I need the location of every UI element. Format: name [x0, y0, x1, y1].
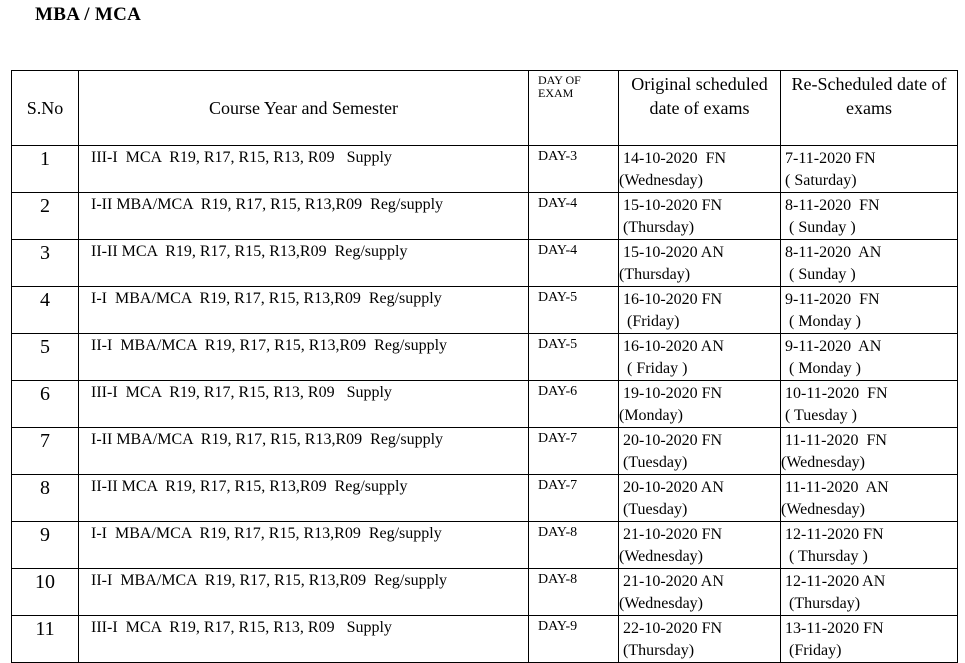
cell-rescheduled-date	[781, 428, 958, 475]
cell-original-date	[619, 334, 781, 381]
cell-day-of-exam: DAY-8	[529, 522, 619, 569]
rescheduled-date-text: 7-11-2020 FN	[781, 150, 876, 167]
cell-day-of-exam: DAY-8	[529, 569, 619, 616]
rescheduled-date-text: 9-11-2020 AN	[781, 338, 882, 355]
rescheduled-date-text: 9-11-2020 FN	[781, 291, 880, 308]
original-weekday-text: (Wednesday)	[619, 548, 704, 565]
cell-course: II-I MBA/MCA R19, R17, R15, R13,R09 Reg/supply	[79, 334, 529, 381]
table-row	[12, 287, 958, 334]
cell-original-date	[619, 287, 781, 334]
original-date-text: 16-10-2020 AN	[619, 338, 724, 355]
cell-rescheduled-date	[781, 616, 958, 663]
original-date-text: 21-10-2020 AN	[619, 573, 724, 590]
rescheduled-date-text: 8-11-2020 FN	[781, 197, 880, 214]
header-course: Course Year and Semester	[79, 71, 529, 146]
rescheduled-weekday-text: ( Monday )	[781, 313, 861, 330]
cell-course: II-I MBA/MCA R19, R17, R15, R13,R09 Reg/supply	[79, 569, 529, 616]
table-row	[12, 428, 958, 475]
rescheduled-date-text: 10-11-2020 FN	[781, 385, 888, 402]
cell-course: I-II MBA/MCA R19, R17, R15, R13,R09 Reg/supply	[79, 428, 529, 475]
rescheduled-weekday-text: ( Thursday )	[781, 548, 868, 565]
cell-course: II-II MCA R19, R17, R15, R13,R09 Reg/supply	[79, 475, 529, 522]
cell-original-date	[619, 616, 781, 663]
cell-day-of-exam: DAY-7	[529, 475, 619, 522]
original-date-text: 21-10-2020 FN	[619, 526, 723, 543]
cell-sno: 11	[12, 616, 79, 663]
rescheduled-weekday-text: ( Sunday )	[781, 266, 856, 283]
original-date-text: 20-10-2020 FN	[619, 432, 723, 449]
cell-rescheduled-date	[781, 287, 958, 334]
table-header-row	[12, 71, 958, 146]
rescheduled-weekday-text: ( Saturday)	[781, 172, 857, 189]
table-row	[12, 381, 958, 428]
cell-sno: 1	[12, 146, 79, 193]
rescheduled-date-text: 13-11-2020 FN	[781, 620, 884, 637]
cell-course: I-I MBA/MCA R19, R17, R15, R13,R09 Reg/supply	[79, 522, 529, 569]
original-date-text: 19-10-2020 FN	[619, 385, 723, 402]
original-weekday-text: (Thursday)	[619, 219, 695, 236]
original-weekday-text: (Wednesday)	[619, 172, 704, 189]
rescheduled-weekday-text: ( Sunday )	[781, 219, 856, 236]
cell-day-of-exam: DAY-7	[529, 428, 619, 475]
original-date-text: 22-10-2020 FN	[619, 620, 723, 637]
cell-day-of-exam: DAY-9	[529, 616, 619, 663]
cell-day-of-exam: DAY-6	[529, 381, 619, 428]
cell-sno: 3	[12, 240, 79, 287]
rescheduled-date-text: 11-11-2020 AN	[781, 479, 889, 496]
rescheduled-weekday-text: (Friday)	[781, 642, 842, 659]
rescheduled-weekday-text: (Wednesday)	[781, 501, 866, 518]
table-row	[12, 616, 958, 663]
cell-day-of-exam: DAY-5	[529, 334, 619, 381]
cell-course: I-I MBA/MCA R19, R17, R15, R13,R09 Reg/supply	[79, 287, 529, 334]
cell-original-date	[619, 240, 781, 287]
cell-course: III-I MCA R19, R17, R15, R13, R09 Supply	[79, 381, 529, 428]
original-weekday-text: (Tuesday)	[619, 454, 688, 471]
cell-sno: 9	[12, 522, 79, 569]
header-rescheduled-date: Re-Scheduled date of exams	[781, 71, 958, 146]
table-row	[12, 475, 958, 522]
cell-rescheduled-date	[781, 522, 958, 569]
cell-rescheduled-date	[781, 193, 958, 240]
rescheduled-weekday-text: (Thursday)	[781, 595, 861, 612]
cell-course: I-II MBA/MCA R19, R17, R15, R13,R09 Reg/supply	[79, 193, 529, 240]
cell-sno: 4	[12, 287, 79, 334]
table-row	[12, 240, 958, 287]
cell-rescheduled-date	[781, 146, 958, 193]
cell-rescheduled-date	[781, 569, 958, 616]
rescheduled-date-text: 8-11-2020 AN	[781, 244, 882, 261]
header-original-date: Original scheduled date of exams	[619, 71, 781, 146]
cell-day-of-exam: DAY-4	[529, 240, 619, 287]
original-weekday-text: (Monday)	[619, 407, 683, 424]
original-weekday-text: (Thursday)	[619, 642, 695, 659]
table-row	[12, 334, 958, 381]
cell-sno: 7	[12, 428, 79, 475]
rescheduled-date-text: 12-11-2020 AN	[781, 573, 886, 590]
cell-sno: 2	[12, 193, 79, 240]
cell-original-date	[619, 428, 781, 475]
cell-rescheduled-date	[781, 381, 958, 428]
original-date-text: 15-10-2020 AN	[619, 244, 724, 261]
cell-original-date	[619, 569, 781, 616]
original-weekday-text: (Tuesday)	[619, 501, 688, 518]
cell-course: III-I MCA R19, R17, R15, R13, R09 Supply	[79, 616, 529, 663]
original-weekday-text: (Thursday)	[619, 266, 691, 283]
cell-rescheduled-date	[781, 240, 958, 287]
cell-sno: 5	[12, 334, 79, 381]
rescheduled-weekday-text: (Wednesday)	[781, 454, 866, 471]
header-sno: S.No	[12, 71, 79, 146]
cell-course: II-II MCA R19, R17, R15, R13,R09 Reg/supply	[79, 240, 529, 287]
table-row	[12, 522, 958, 569]
cell-rescheduled-date	[781, 334, 958, 381]
original-date-text: 16-10-2020 FN	[619, 291, 723, 308]
original-date-text: 15-10-2020 FN	[619, 197, 723, 214]
cell-original-date	[619, 146, 781, 193]
original-weekday-text: (Wednesday)	[619, 595, 704, 612]
header-day-of-exam: DAY OF EXAM	[529, 71, 619, 146]
original-date-text: 20-10-2020 AN	[619, 479, 724, 496]
table-row	[12, 569, 958, 616]
table-row	[12, 146, 958, 193]
rescheduled-date-text: 11-11-2020 FN	[781, 432, 887, 449]
cell-sno: 8	[12, 475, 79, 522]
original-weekday-text: ( Friday )	[619, 360, 688, 377]
page-title: MBA / MCA	[35, 4, 142, 25]
cell-rescheduled-date	[781, 475, 958, 522]
cell-original-date	[619, 475, 781, 522]
table-row	[12, 193, 958, 240]
cell-original-date	[619, 381, 781, 428]
cell-day-of-exam: DAY-5	[529, 287, 619, 334]
exam-schedule-table	[11, 70, 958, 663]
cell-course: III-I MCA R19, R17, R15, R13, R09 Supply	[79, 146, 529, 193]
original-weekday-text: (Friday)	[619, 313, 680, 330]
cell-sno: 10	[12, 569, 79, 616]
cell-day-of-exam: DAY-3	[529, 146, 619, 193]
original-date-text: 14-10-2020 FN	[619, 150, 727, 167]
cell-original-date	[619, 522, 781, 569]
rescheduled-date-text: 12-11-2020 FN	[781, 526, 884, 543]
rescheduled-weekday-text: ( Tuesday )	[781, 407, 858, 424]
rescheduled-weekday-text: ( Monday )	[781, 360, 861, 377]
cell-sno: 6	[12, 381, 79, 428]
cell-day-of-exam: DAY-4	[529, 193, 619, 240]
cell-original-date	[619, 193, 781, 240]
